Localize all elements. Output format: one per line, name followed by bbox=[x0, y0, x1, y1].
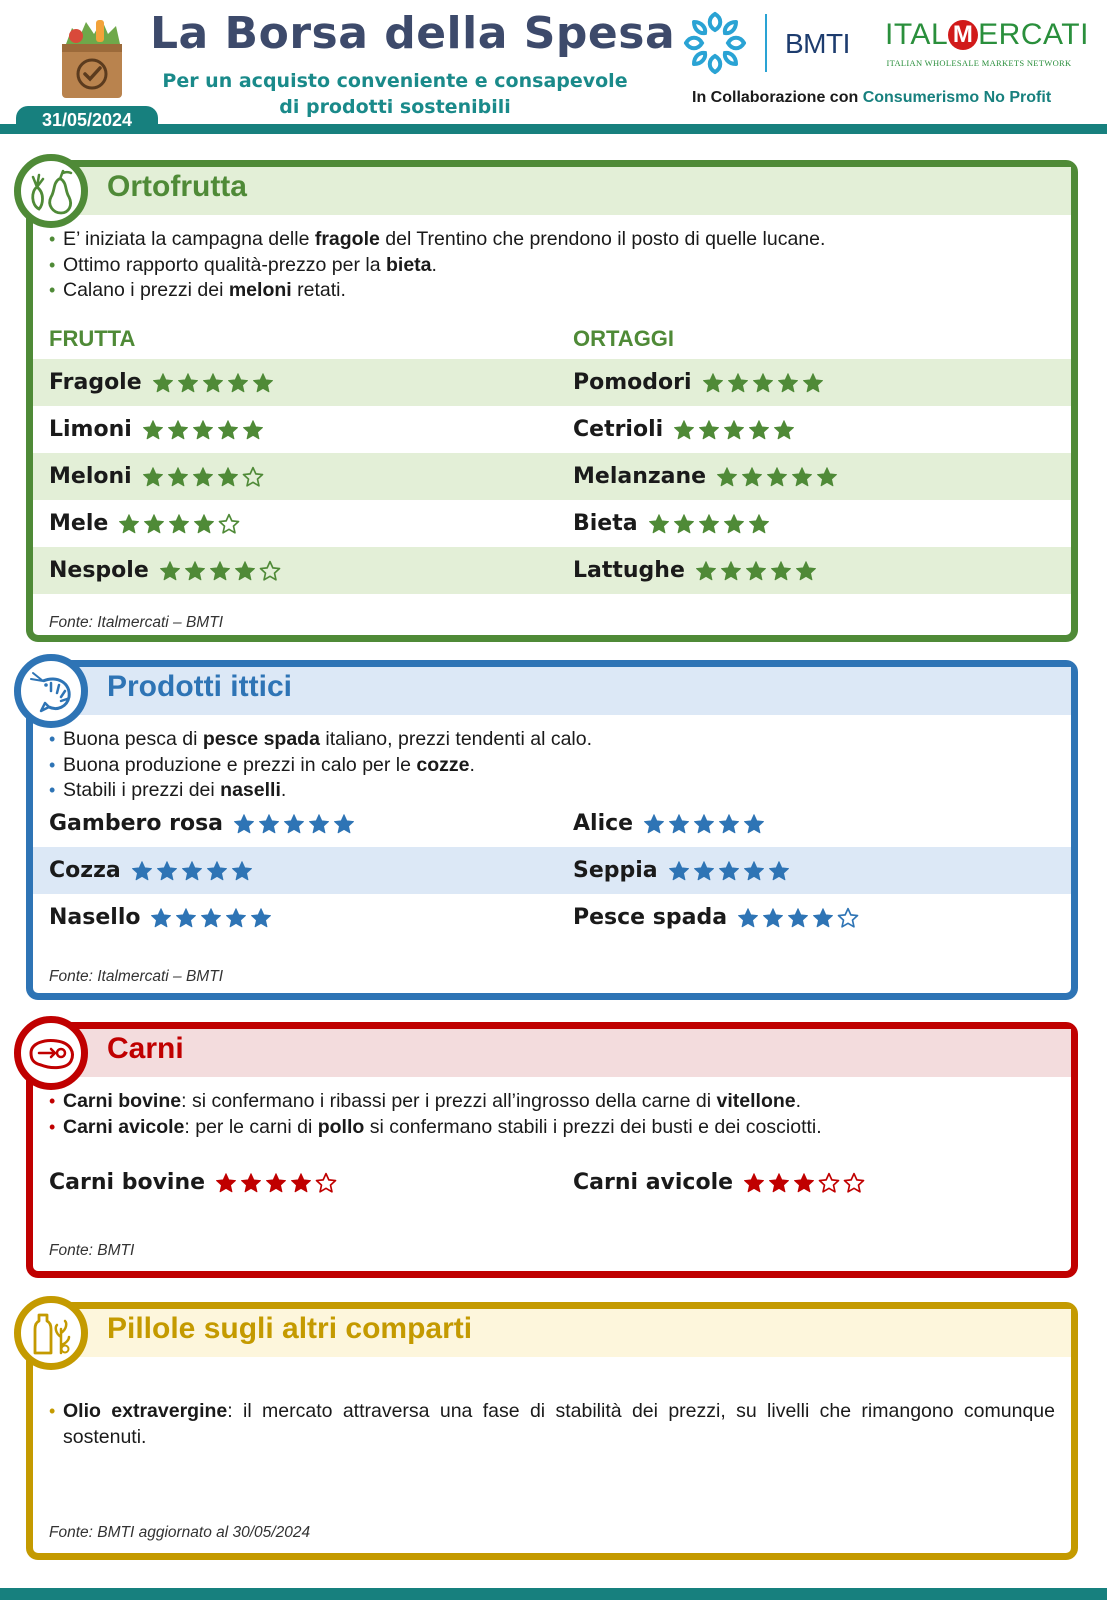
bullet-item: • E’ iniziata la campagna delle fragole del Trentino che prendono il posto di quelle lucane. bbox=[49, 227, 1055, 253]
source-note: Fonte: BMTI aggiornato al 30/05/2024 bbox=[49, 1524, 311, 1541]
star-icon bbox=[648, 513, 670, 535]
star-rating bbox=[716, 466, 838, 488]
star-icon bbox=[217, 466, 239, 488]
item-name: Mele bbox=[49, 511, 109, 536]
logo-separator bbox=[765, 14, 767, 72]
star-rating bbox=[673, 419, 795, 441]
star-icon bbox=[737, 907, 759, 929]
vegetables-fruit-icon bbox=[14, 154, 88, 228]
item-name: Melanzane bbox=[573, 464, 707, 489]
ortofrutta-section bbox=[26, 160, 1078, 642]
item-name: Bieta bbox=[573, 511, 638, 536]
header-divider-bar bbox=[0, 124, 1107, 134]
star-icon bbox=[225, 907, 247, 929]
star-icon bbox=[668, 813, 690, 835]
rated-item bbox=[573, 800, 765, 847]
star-rating bbox=[142, 419, 264, 441]
star-icon bbox=[743, 860, 765, 882]
rated-item bbox=[573, 547, 817, 594]
star-icon bbox=[177, 372, 199, 394]
italmercati-logo: ITAL M ERCATI bbox=[885, 18, 1089, 51]
bullet-item: • Olio extravergine: il mercato attraversa una fase di stabilità dei prezzi, su livelli che rimangono comunque sostenuti. bbox=[49, 1399, 1055, 1450]
bullet-list bbox=[49, 1399, 1055, 1450]
star-icon bbox=[150, 907, 172, 929]
star-icon bbox=[698, 513, 720, 535]
bullet-item: • Ottimo rapporto qualità-prezzo per la bieta. bbox=[49, 253, 1055, 279]
section-title: Prodotti ittici bbox=[107, 670, 292, 703]
star-icon bbox=[202, 372, 224, 394]
item-name: Cozza bbox=[49, 858, 121, 883]
bullet-item: • Stabili i prezzi dei naselli. bbox=[49, 778, 1055, 804]
star-outline-icon bbox=[837, 907, 859, 929]
star-icon bbox=[766, 466, 788, 488]
star-rating bbox=[142, 466, 264, 488]
star-icon bbox=[200, 907, 222, 929]
star-rating bbox=[695, 560, 817, 582]
star-icon bbox=[668, 860, 690, 882]
star-icon bbox=[743, 1172, 765, 1194]
bullet-list bbox=[49, 1089, 1055, 1140]
rated-item bbox=[573, 894, 859, 941]
star-icon bbox=[242, 419, 264, 441]
star-rating bbox=[648, 513, 770, 535]
star-icon bbox=[702, 372, 724, 394]
star-rating bbox=[702, 372, 824, 394]
star-icon bbox=[167, 419, 189, 441]
star-icon bbox=[175, 907, 197, 929]
item-name: Gambero rosa bbox=[49, 811, 224, 836]
star-icon bbox=[265, 1172, 287, 1194]
star-icon bbox=[693, 860, 715, 882]
prodotti-ittici-section bbox=[26, 660, 1078, 1000]
star-icon bbox=[752, 372, 774, 394]
star-icon bbox=[745, 560, 767, 582]
star-rating bbox=[668, 860, 790, 882]
item-name: Pomodori bbox=[573, 370, 692, 395]
star-rating bbox=[737, 907, 859, 929]
bullet-list bbox=[49, 727, 1055, 804]
star-icon bbox=[240, 1172, 262, 1194]
bullet-item: • Carni bovine: si confermano i ribassi per i prezzi all’ingrosso della carne di vitellone. bbox=[49, 1089, 1055, 1115]
table-row bbox=[33, 406, 1071, 453]
star-outline-icon bbox=[259, 560, 281, 582]
source-note: Fonte: Italmercati – BMTI bbox=[49, 968, 223, 985]
item-name: Limoni bbox=[49, 417, 132, 442]
star-icon bbox=[793, 1172, 815, 1194]
star-icon bbox=[159, 560, 181, 582]
star-rating bbox=[118, 513, 240, 535]
carni-section bbox=[26, 1022, 1078, 1278]
star-icon bbox=[716, 466, 738, 488]
star-icon bbox=[768, 1172, 790, 1194]
star-icon bbox=[168, 513, 190, 535]
table-row bbox=[33, 547, 1071, 594]
item-name: Lattughe bbox=[573, 558, 685, 583]
star-icon bbox=[209, 560, 231, 582]
star-icon bbox=[695, 560, 717, 582]
footer-bar bbox=[0, 1588, 1107, 1600]
star-icon bbox=[762, 907, 784, 929]
date-badge: 31/05/2024 bbox=[16, 106, 158, 132]
star-icon bbox=[693, 813, 715, 835]
star-rating bbox=[233, 813, 355, 835]
star-icon bbox=[720, 560, 742, 582]
rated-item bbox=[49, 547, 281, 594]
star-outline-icon bbox=[843, 1172, 865, 1194]
star-icon bbox=[234, 560, 256, 582]
star-rating bbox=[743, 1172, 865, 1194]
bullet-item: • Carni avicole: per le carni di pollo si confermano stabili i prezzi dei busti e dei cosciotti. bbox=[49, 1115, 1055, 1141]
star-icon bbox=[333, 813, 355, 835]
rated-item bbox=[49, 359, 274, 406]
bullet-item: • Buona pesca di pesce spada italiano, prezzi tendenti al calo. bbox=[49, 727, 1055, 753]
page-subtitle: Per un acquisto conveniente e consapevole di prodotti sostenibili bbox=[162, 70, 628, 118]
item-name: Seppia bbox=[573, 858, 658, 883]
star-icon bbox=[258, 813, 280, 835]
star-icon bbox=[770, 560, 792, 582]
rated-item bbox=[49, 800, 355, 847]
pillole-section bbox=[26, 1302, 1078, 1560]
star-outline-icon bbox=[218, 513, 240, 535]
rated-item bbox=[573, 500, 770, 547]
star-icon bbox=[773, 419, 795, 441]
star-icon bbox=[718, 860, 740, 882]
shrimp-icon bbox=[14, 654, 88, 728]
item-name: Nasello bbox=[49, 905, 141, 930]
star-icon bbox=[673, 513, 695, 535]
star-icon bbox=[795, 560, 817, 582]
rated-item bbox=[49, 453, 264, 500]
star-icon bbox=[748, 513, 770, 535]
star-rating bbox=[152, 372, 274, 394]
star-icon bbox=[167, 466, 189, 488]
star-icon bbox=[184, 560, 206, 582]
section-title: Carni bbox=[107, 1032, 184, 1065]
star-icon bbox=[643, 813, 665, 835]
star-icon bbox=[193, 513, 215, 535]
star-icon bbox=[727, 372, 749, 394]
rated-item bbox=[573, 359, 824, 406]
star-icon bbox=[802, 372, 824, 394]
star-icon bbox=[118, 513, 140, 535]
item-name: Carni bovine bbox=[49, 1170, 206, 1195]
table-row bbox=[33, 1159, 1071, 1206]
table-row bbox=[33, 847, 1071, 894]
star-icon bbox=[192, 466, 214, 488]
star-icon bbox=[768, 860, 790, 882]
star-icon bbox=[791, 466, 813, 488]
star-outline-icon bbox=[315, 1172, 337, 1194]
star-icon bbox=[777, 372, 799, 394]
item-name: Fragole bbox=[49, 370, 142, 395]
rated-item bbox=[49, 500, 240, 547]
rated-item bbox=[573, 453, 838, 500]
source-note: Fonte: Italmercati – BMTI bbox=[49, 614, 223, 631]
star-rating bbox=[159, 560, 281, 582]
table-row bbox=[33, 359, 1071, 406]
star-icon bbox=[723, 419, 745, 441]
italmercati-tagline: ITALIAN WHOLESALE MARKETS NETWORK bbox=[886, 58, 1072, 68]
star-icon bbox=[723, 513, 745, 535]
item-name: Meloni bbox=[49, 464, 132, 489]
bullet-list bbox=[49, 227, 1055, 304]
item-name: Pesce spada bbox=[573, 905, 728, 930]
table-row bbox=[33, 800, 1071, 847]
section-header bbox=[33, 167, 1071, 215]
section-title: Pillole sugli altri comparti bbox=[107, 1312, 473, 1345]
star-icon bbox=[718, 813, 740, 835]
page-title: La Borsa della Spesa bbox=[150, 8, 676, 59]
column-header-frutta: FRUTTA bbox=[49, 326, 136, 351]
item-name: Nespole bbox=[49, 558, 149, 583]
table-row bbox=[33, 894, 1071, 941]
star-icon bbox=[748, 419, 770, 441]
star-icon bbox=[743, 813, 765, 835]
star-icon bbox=[252, 372, 274, 394]
item-name: Alice bbox=[573, 811, 634, 836]
section-header bbox=[33, 667, 1071, 715]
star-icon bbox=[250, 907, 272, 929]
section-header bbox=[33, 1029, 1071, 1077]
rated-item bbox=[573, 1159, 865, 1206]
star-rating bbox=[131, 860, 253, 882]
bullet-item: • Calano i prezzi dei meloni retati. bbox=[49, 278, 1055, 304]
star-outline-icon bbox=[242, 466, 264, 488]
section-header bbox=[33, 1309, 1071, 1357]
star-icon bbox=[741, 466, 763, 488]
column-header-ortaggi: ORTAGGI bbox=[573, 326, 675, 351]
star-icon bbox=[142, 419, 164, 441]
star-icon bbox=[227, 372, 249, 394]
page-header bbox=[0, 0, 1107, 136]
star-icon bbox=[816, 466, 838, 488]
star-icon bbox=[131, 860, 153, 882]
table-row bbox=[33, 453, 1071, 500]
bmti-logo-text: BMTI bbox=[785, 28, 850, 59]
star-icon bbox=[142, 466, 164, 488]
bullet-item: • Buona produzione e prezzi in calo per le cozze. bbox=[49, 753, 1055, 779]
section-title: Ortofrutta bbox=[107, 170, 247, 203]
star-rating bbox=[643, 813, 765, 835]
star-icon bbox=[812, 907, 834, 929]
rated-item bbox=[573, 406, 795, 453]
star-icon bbox=[181, 860, 203, 882]
grocery-bag-icon bbox=[52, 14, 132, 100]
table-row bbox=[33, 500, 1071, 547]
bmti-logo-icon bbox=[680, 8, 750, 78]
rated-item bbox=[49, 894, 272, 941]
rated-item bbox=[49, 1159, 337, 1206]
item-name: Cetrioli bbox=[573, 417, 664, 442]
star-icon bbox=[308, 813, 330, 835]
star-icon bbox=[283, 813, 305, 835]
source-note: Fonte: BMTI bbox=[49, 1242, 135, 1259]
star-icon bbox=[698, 419, 720, 441]
rated-item bbox=[49, 406, 264, 453]
star-icon bbox=[233, 813, 255, 835]
star-icon bbox=[143, 513, 165, 535]
star-icon bbox=[290, 1172, 312, 1194]
star-icon bbox=[673, 419, 695, 441]
star-icon bbox=[215, 1172, 237, 1194]
star-rating bbox=[215, 1172, 337, 1194]
star-icon bbox=[787, 907, 809, 929]
collaboration-line: In Collaborazione con Consumerismo No Profit bbox=[692, 89, 1052, 106]
item-name: Carni avicole bbox=[573, 1170, 734, 1195]
star-icon bbox=[206, 860, 228, 882]
star-icon bbox=[156, 860, 178, 882]
rated-item bbox=[49, 847, 253, 894]
star-outline-icon bbox=[818, 1172, 840, 1194]
bottle-herbs-icon bbox=[14, 1296, 88, 1370]
rated-item bbox=[573, 847, 790, 894]
star-icon bbox=[231, 860, 253, 882]
star-rating bbox=[150, 907, 272, 929]
steak-icon bbox=[14, 1016, 88, 1090]
star-icon bbox=[217, 419, 239, 441]
star-icon bbox=[152, 372, 174, 394]
star-icon bbox=[192, 419, 214, 441]
